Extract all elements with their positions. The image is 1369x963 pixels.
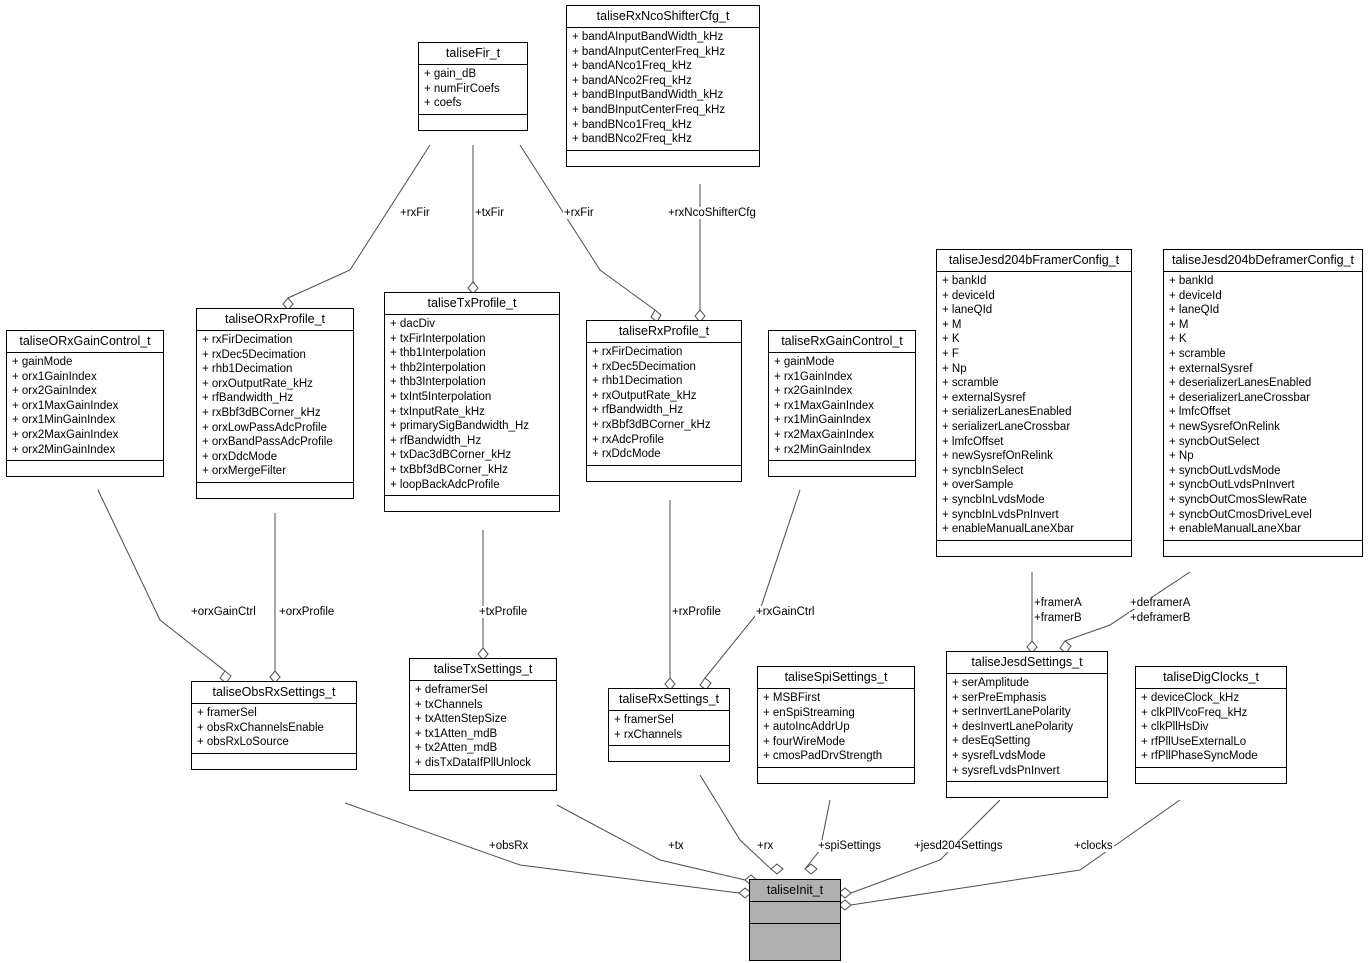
class-attribute: + lmfcOffset <box>942 435 1004 448</box>
class-box-taliseORxGainControl_t[interactable] <box>6 330 164 477</box>
edge-label: +framerB <box>1034 612 1082 624</box>
edge-label: +rxNcoShifterCfg <box>668 207 756 219</box>
class-attribute: + bandBNco1Freq_kHz <box>572 118 692 131</box>
class-attribute: + F <box>942 347 959 360</box>
class-attribute: + serPreEmphasis <box>952 691 1047 704</box>
edge-label: +orxProfile <box>279 606 335 618</box>
edge-label: +orxGainCtrl <box>191 606 256 618</box>
class-title: taliseTxSettings_t <box>410 659 556 681</box>
class-attribute: + rfPllPhaseSyncMode <box>1141 750 1258 763</box>
class-attribute: + framerSel <box>614 714 674 726</box>
class-attribute: + deviceId <box>1169 289 1222 302</box>
class-attributes <box>758 689 914 768</box>
class-attributes <box>947 674 1107 782</box>
class-title: taliseJesdSettings_t <box>947 652 1107 674</box>
class-attribute: + bankId <box>1169 275 1214 287</box>
edge-label: +rxFir <box>400 207 430 219</box>
class-attribute: + fourWireMode <box>763 735 846 748</box>
class-attribute: + framerSel <box>197 707 257 719</box>
class-attribute: + primarySigBandwidth_Hz <box>390 420 530 433</box>
class-box-taliseObsRxSettings_t[interactable] <box>191 681 357 770</box>
class-attributes <box>7 353 163 461</box>
class-attribute: + desEqSetting <box>952 735 1031 748</box>
class-attribute: + bandANco2Freq_kHz <box>572 74 692 87</box>
edge-label: +txProfile <box>479 606 528 618</box>
class-attribute: + rxOutputRate_kHz <box>592 389 697 402</box>
class-attribute: + tx1Atten_mdB <box>415 727 498 740</box>
class-title: taliseORxProfile_t <box>197 309 353 331</box>
class-attributes <box>587 343 741 466</box>
edge-label: +clocks <box>1074 840 1113 852</box>
class-attribute: + scramble <box>1169 347 1226 360</box>
class-attribute: + orxLowPassAdcProfile <box>202 421 327 434</box>
class-attribute: + bandAInputCenterFreq_kHz <box>572 45 726 58</box>
class-attribute: + enableManualLaneXbar <box>1169 523 1302 536</box>
class-attribute: + syncbInSelect <box>942 464 1024 477</box>
class-attribute: + overSample <box>942 479 1014 492</box>
class-attribute: + tx2Atten_mdB <box>415 742 498 755</box>
class-attribute: + syncbOutCmosDriveLevel <box>1169 508 1312 521</box>
class-box-taliseRxSettings_t[interactable] <box>608 688 730 762</box>
class-attribute: + orx2GainIndex <box>12 385 97 398</box>
class-title: taliseObsRxSettings_t <box>192 682 356 704</box>
class-attribute: + deviceId <box>942 289 995 302</box>
class-attribute: + newSysrefOnRelink <box>942 450 1053 463</box>
class-attribute: + deviceClock_kHz <box>1141 692 1240 704</box>
class-title: taliseRxProfile_t <box>587 321 741 343</box>
class-attribute: + serializerLaneCrossbar <box>942 420 1071 433</box>
class-operations <box>419 115 527 130</box>
class-attributes <box>609 711 729 746</box>
class-box-taliseORxProfile_t[interactable] <box>196 308 354 499</box>
class-title: taliseRxNcoShifterCfg_t <box>567 6 759 28</box>
class-attribute: + rxBbf3dBCorner_kHz <box>592 418 711 431</box>
class-operations <box>385 496 559 511</box>
class-attribute: + obsRxChannelsEnable <box>197 721 324 734</box>
class-attribute: + rxBbf3dBCorner_kHz <box>202 406 321 419</box>
class-box-taliseDigClocks_t[interactable] <box>1135 666 1287 784</box>
class-attribute: + rhb1Decimation <box>202 363 293 376</box>
class-attribute: + loopBackAdcProfile <box>390 478 500 491</box>
class-box-taliseRxNcoShifterCfg_t[interactable] <box>566 5 760 167</box>
class-attribute: + rxAdcProfile <box>592 433 664 446</box>
class-attribute: + txChannels <box>415 698 483 711</box>
class-attribute: + rxDec5Decimation <box>202 348 306 361</box>
class-attribute: + autoIncAddrUp <box>763 721 850 734</box>
class-attribute: + lmfcOffset <box>1169 406 1231 419</box>
class-attribute: + rxFirDecimation <box>592 346 683 358</box>
class-attribute: + Np <box>1169 450 1194 463</box>
class-attribute: + syncbOutCmosSlewRate <box>1169 493 1307 506</box>
class-operations <box>1164 541 1362 556</box>
class-box-taliseJesdSettings_t[interactable] <box>946 651 1108 798</box>
class-attributes <box>192 704 356 754</box>
edge-label: +spiSettings <box>818 840 881 852</box>
class-attribute: + rfBandwidth_Hz <box>592 404 684 417</box>
class-attribute: + obsRxLoSource <box>197 736 289 749</box>
class-attributes <box>410 681 556 775</box>
class-box-taliseInit_t[interactable] <box>749 879 841 961</box>
class-attribute: + disTxDataIfPllUnlock <box>415 756 531 769</box>
edge-label: +rx <box>757 840 774 852</box>
class-operations <box>197 483 353 498</box>
class-attribute: + bandAInputBandWidth_kHz <box>572 31 724 43</box>
class-attribute: + syncbOutSelect <box>1169 435 1260 448</box>
class-attribute: + txAttenStepSize <box>415 713 507 726</box>
class-attribute: + orxMergeFilter <box>202 465 287 478</box>
class-attribute: + deserializerLanesEnabled <box>1169 377 1312 390</box>
class-attribute: + txDac3dBCorner_kHz <box>390 449 512 462</box>
class-box-taliseJesd204bDeframerConfig_t[interactable] <box>1163 249 1363 557</box>
class-title: taliseJesd204bDeframerConfig_t <box>1164 250 1362 272</box>
class-attribute: + sysrefLvdsPnInvert <box>952 764 1060 777</box>
class-operations <box>567 151 759 166</box>
class-attribute: + orxOutputRate_kHz <box>202 377 313 390</box>
class-attribute: + orx1GainIndex <box>12 370 97 383</box>
class-attribute: + gainMode <box>774 356 835 368</box>
class-attribute: + txInt5Interpolation <box>390 390 492 403</box>
class-attribute: + laneQId <box>1169 304 1220 317</box>
class-attribute: + rx2MaxGainIndex <box>774 428 875 441</box>
class-attribute: + rxDdcMode <box>592 448 661 461</box>
class-attribute: + rxChannels <box>614 728 683 741</box>
class-operations <box>1136 768 1286 783</box>
class-operations <box>192 754 356 769</box>
class-operations <box>937 541 1131 556</box>
class-title: taliseORxGainControl_t <box>7 331 163 353</box>
class-attribute: + rxFirDecimation <box>202 334 293 346</box>
class-attribute: + syncbOutLvdsPnInvert <box>1169 479 1295 492</box>
edge-label: +jesd204Settings <box>914 840 1003 852</box>
class-attribute: + sysrefLvdsMode <box>952 749 1046 762</box>
class-attribute: + orx1MinGainIndex <box>12 414 116 427</box>
class-title: taliseInit_t <box>750 880 840 902</box>
class-attribute: + desInvertLanePolarity <box>952 720 1074 733</box>
class-attributes <box>1136 689 1286 768</box>
class-attribute: + numFirCoefs <box>424 82 500 95</box>
class-attribute: + rfBandwidth_Hz <box>390 434 482 447</box>
edge-label: +framerA <box>1034 597 1082 609</box>
class-attribute: + rfBandwidth_Hz <box>202 392 294 405</box>
class-attribute: + deserializerLaneCrossbar <box>1169 391 1310 404</box>
class-attribute: + M <box>942 318 962 331</box>
class-attribute: + syncbInLvdsMode <box>942 493 1045 506</box>
class-title: taliseDigClocks_t <box>1136 667 1286 689</box>
class-operations <box>758 768 914 783</box>
class-operations <box>769 461 915 476</box>
class-attributes <box>197 331 353 483</box>
class-attribute: + txFirInterpolation <box>390 332 486 345</box>
class-attributes <box>419 65 527 115</box>
class-attribute: + K <box>942 333 960 346</box>
class-attribute: + deframerSel <box>415 684 488 696</box>
edge-label: +rxFir <box>564 207 594 219</box>
class-attribute: + orxDdcMode <box>202 450 278 463</box>
class-box-taliseTxProfile_t[interactable] <box>384 292 560 512</box>
class-attribute: + clkPllHsDiv <box>1141 721 1209 734</box>
class-box-taliseJesd204bFramerConfig_t[interactable] <box>936 249 1132 557</box>
class-attribute: + serInvertLanePolarity <box>952 706 1071 719</box>
class-attribute: + rfPllUseExternalLo <box>1141 735 1247 748</box>
class-title: taliseJesd204bFramerConfig_t <box>937 250 1131 272</box>
class-box-taliseFir_t[interactable] <box>418 42 528 131</box>
edge-label: +tx <box>668 840 684 852</box>
class-attribute: + serializerLanesEnabled <box>942 406 1072 419</box>
class-attribute: + syncbInLvdsPnInvert <box>942 508 1059 521</box>
class-attributes <box>567 28 759 151</box>
class-attribute: + dacDiv <box>390 318 436 330</box>
class-title: taliseFir_t <box>419 43 527 65</box>
class-attribute: + enSpiStreaming <box>763 706 855 719</box>
class-attributes <box>750 902 840 924</box>
class-attribute: + thb3Interpolation <box>390 376 486 389</box>
class-box-taliseRxProfile_t[interactable] <box>586 320 742 482</box>
class-attribute: + rhb1Decimation <box>592 375 683 388</box>
class-attribute: + MSBFirst <box>763 692 821 704</box>
class-box-taliseTxSettings_t[interactable] <box>409 658 557 791</box>
class-attribute: + thb2Interpolation <box>390 361 486 374</box>
class-attribute: + syncbOutLvdsMode <box>1169 464 1281 477</box>
class-attributes <box>769 353 915 461</box>
class-attribute: + txBbf3dBCorner_kHz <box>390 463 508 476</box>
class-attribute: + orxBandPassAdcProfile <box>202 436 333 449</box>
class-title: taliseRxGainControl_t <box>769 331 915 353</box>
edge-label: +obsRx <box>489 840 529 852</box>
class-attribute: + enableManualLaneXbar <box>942 523 1075 536</box>
class-attribute: + serAmplitude <box>952 677 1030 689</box>
edge-label: +deframerB <box>1130 612 1191 624</box>
class-attribute: + bandBNco2Freq_kHz <box>572 133 692 146</box>
class-attribute: + Np <box>942 362 967 375</box>
class-attribute: + rx2GainIndex <box>774 385 853 398</box>
class-attribute: + gain_dB <box>424 68 477 80</box>
class-attribute: + rx1MaxGainIndex <box>774 399 875 412</box>
class-attributes <box>385 315 559 496</box>
class-attribute: + externalSysref <box>1169 362 1253 375</box>
class-attribute: + thb1Interpolation <box>390 347 486 360</box>
class-title: taliseRxSettings_t <box>609 689 729 711</box>
class-attribute: + orx2MaxGainIndex <box>12 428 119 441</box>
class-operations <box>410 775 556 790</box>
class-attribute: + coefs <box>424 97 462 110</box>
class-box-taliseRxGainControl_t[interactable] <box>768 330 916 477</box>
class-attribute: + rx2MinGainIndex <box>774 443 871 456</box>
class-attribute: + M <box>1169 318 1189 331</box>
class-attribute: + rx1MinGainIndex <box>774 414 871 427</box>
class-attributes <box>937 272 1131 541</box>
class-attribute: + bandBInputBandWidth_kHz <box>572 89 724 102</box>
class-title: taliseSpiSettings_t <box>758 667 914 689</box>
class-attribute: + scramble <box>942 377 999 390</box>
class-attribute: + bankId <box>942 275 987 287</box>
class-attribute: + orx1MaxGainIndex <box>12 399 119 412</box>
class-attribute: + rx1GainIndex <box>774 370 853 383</box>
class-attribute: + gainMode <box>12 356 73 368</box>
edge-label: +rxProfile <box>672 606 721 618</box>
class-box-taliseSpiSettings_t[interactable] <box>757 666 915 784</box>
class-attribute: + newSysrefOnRelink <box>1169 420 1280 433</box>
edge-label: +txFir <box>475 207 505 219</box>
class-attribute: + cmosPadDrvStrength <box>763 750 883 763</box>
class-attribute: + laneQId <box>942 304 993 317</box>
class-attribute: + txInputRate_kHz <box>390 405 485 418</box>
class-operations <box>947 782 1107 797</box>
class-attributes <box>1164 272 1362 541</box>
class-attribute: + K <box>1169 333 1187 346</box>
class-attribute: + rxDec5Decimation <box>592 360 696 373</box>
edge-label: +rxGainCtrl <box>756 606 815 618</box>
class-attribute: + externalSysref <box>942 391 1026 404</box>
edge-label: +deframerA <box>1130 597 1191 609</box>
class-attribute: + bandANco1Freq_kHz <box>572 60 692 73</box>
class-attribute: + clkPllVcoFreq_kHz <box>1141 706 1248 719</box>
class-operations <box>7 461 163 476</box>
class-operations <box>587 466 741 481</box>
class-operations <box>609 746 729 761</box>
class-attribute: + bandBInputCenterFreq_kHz <box>572 103 726 116</box>
class-operations <box>750 924 840 960</box>
class-attribute: + orx2MinGainIndex <box>12 443 116 456</box>
class-title: taliseTxProfile_t <box>385 293 559 315</box>
